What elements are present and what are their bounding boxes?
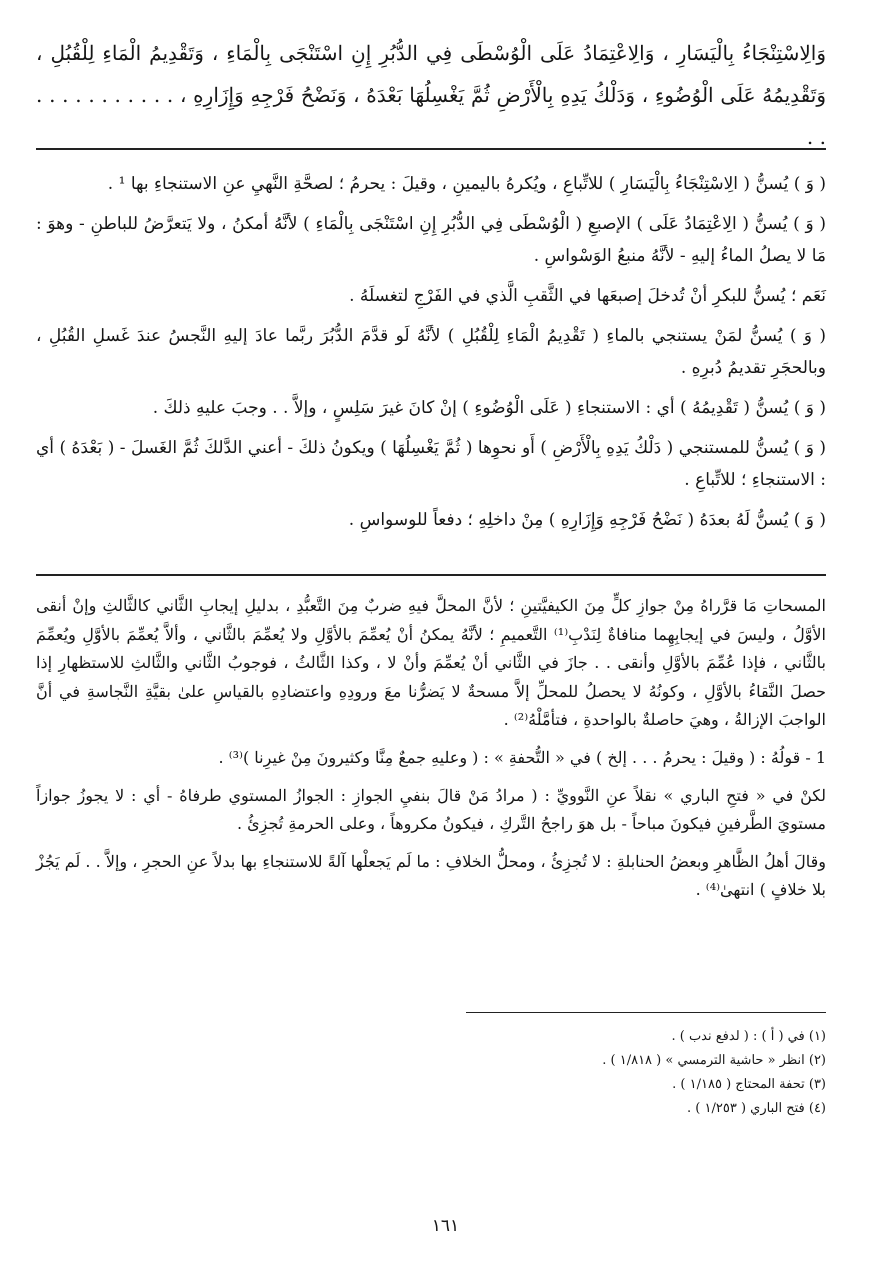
footnote-item: (٣) تحفة المحتاج ( ١/١٨٥ ) . <box>672 1077 826 1092</box>
hashiya-paragraph: المسحاتِ مَا قرَّراهُ مِنْ جوازِ كلٍّ مِنَ الكيفيَّتينِ ؛ لأنَّ المحلَّ فيهِ ضربٌ مِنَ التَّعبُّدِ ، بدليلِ إيجابِ الثَّاني كالثَّالثِ وإنْ أنقى الأوَّلُ ، وليسَ في إيجابِهِما منافاةٌ لِنَدْبِ⁽¹⁾ التَّعميمِ ؛ لأنَّهُ يمكنُ أنْ يُعمِّمَ بالأوَّلِ ولا يُعمِّمَ بالثَّاني ، وألاَّ يُعمِّمَ بالأوَّلِ ويُعمِّمَ بالثَّاني ، فإذا عُمِّمَ بالأوَّلِ وأنقى . . جازَ في الثَّاني أنْ يُعمِّمَ وأنْ لا ، وكذا الثَّالثُ ، فوجوبُ الثَّاني والثَّالثِ للاستظهارِ إذا حصلَ النَّقاءُ بالأوَّلِ ، وكونُهُ لا يحصلُ للمحلِّ إلاَّ مسحةٌ لا يَضرُّنا معَ ورودِهِ واعتضادِهِ بالقياسِ علىٰ بقيَّةِ النَّجاسةِ في أنَّ الواجبَ الإزالةُ ، وهيَ حاصلةٌ بالواحدةِ ، فتأمَّلْهُ⁽²⁾ . <box>36 596 827 730</box>
footnote-item: (١) في ( أ ) : ( لدفع ندب ) . <box>671 1029 826 1044</box>
footnote-item: (٤) فتح الباري ( ١/٢٥٣ ) . <box>687 1101 826 1116</box>
sharh-paragraph: ( وَ ) يُسنُّ لمَنْ يستنجي بالماءِ ( تَقْدِيمُ الْمَاءِ لِلْقُبُلِ ) لأنَّهُ لَو قدَّمَ الدُّبُرَ ربَّما عادَ إليهِ النَّجسُ عندَ غَسلِ القُبُلِ ، وبالحجَرِ تقديمُ دُبرِهِ . <box>36 326 826 378</box>
sharh-paragraph: ( وَ ) يُسنُّ ( الِاعْتِمَادُ عَلَى ) الإصبعِ ( الْوُسْطَى فِي الدُّبُرِ إِنِ اسْتَنْجَى بِالْمَاءِ ) لأنَّهُ أمكنُ ، ولا يَتعرَّضُ للباطنِ - وهوَ : مَا لا يصلُ الماءُ إليهِ - لأنَّهُ منبعُ الوَسْواسِ . <box>36 214 826 266</box>
sharh-paragraph: نَعَم ؛ يُسنُّ للبكرِ أنْ تُدخلَ إصبعَها في الثَّقبِ الَّذي في الفَرْجِ لتغسلَهُ . <box>349 286 826 306</box>
hashiya-paragraph: لكنْ في « فتحِ الباري » نقلاً عنِ النَّوويِّ : ( مرادُ مَنْ قالَ بنفيِ الجوازِ : الجوازُ المستوي طرفاهُ - أي : لا يجوزُ جوازاً مستويَ الطَّرفينِ فيكونَ مباحاً - بل هوَ راجحُ التَّركِ ، فيكونُ مكروهاً ، وعلى الحرمةِ تُجزِئُ . <box>36 785 826 834</box>
footnotes <box>36 1025 826 1121</box>
sharh-paragraph: ( وَ ) يُسنُّ ( تَقْدِيمُهُ ) أي : الاستنجاءِ ( عَلَى الْوُضُوءِ ) إنْ كانَ غيرَ سَلِسٍ ، وإلاَّ . . وجبَ عليهِ ذلكَ . <box>152 398 826 418</box>
footnote-item: (٢) انظر « حاشية الترمسي » ( ١/٨١٨ ) . <box>602 1053 826 1068</box>
sharh-text <box>36 168 826 566</box>
matn-text <box>36 32 826 149</box>
matn-paragraph: وَالِاسْتِنْجَاءُ بِالْيَسَارِ ، وَالِاعْتِمَادُ عَلَى الْوُسْطَى فِي الدُّبُرِ إِنِ اسْتَنْجَى بِالْمَاءِ ، وَتَقْدِيمُ الْمَاءِ لِلْقُبُلِ ، وَتَقْدِيمُهُ عَلَى الْوُضُوءِ ، وَدَلْكُ يَدِهِ بِالْأَرْضِ ثُمَّ يَغْسِلُهَا بَعْدَهُ ، وَنَضْحُ فَرْجِهِ وَإِزَارِهِ ، . . . . . . . . . . . . . <box>36 41 826 149</box>
page-number: ١٦١ <box>431 1216 460 1236</box>
hashiya-text <box>36 592 826 1012</box>
footnote-divider <box>466 1012 826 1013</box>
matn-divider <box>36 148 826 150</box>
page <box>36 32 826 1262</box>
sharh-divider <box>36 574 826 576</box>
hashiya-paragraph: 1 - قولُهُ : ( وقيلَ : يحرمُ . . . إلخ ) في « التُّحفةِ » : ( وعليهِ جمعٌ مِنَّا وكثيرونَ مِنْ غيرِنا )⁽³⁾ . <box>218 747 826 767</box>
sharh-paragraph: ( وَ ) يُسنُّ ( الِاسْتِنْجَاءُ بِالْيَسَارِ ) للاتِّباعِ ، ويُكرهُ باليمينِ ، وقيلَ : يحرمُ ؛ لصحَّةِ النَّهيِ عنِ الاستنجاءِ بها ¹ . <box>107 174 826 194</box>
hashiya-paragraph: وقالَ أهلُ الظَّاهرِ وبعضُ الحنابلةِ : لا تُجزِئُ ، ومحلُّ الخلافِ : ما لَم يَجعلْها آلةً للاستنجاءِ بها بدلاً عنِ الحجرِ ، وإلاَّ . . لَم يَجُزْ بلا خلافٍ ) انتهىٰ⁽⁴⁾ . <box>36 851 826 900</box>
sharh-paragraph: ( وَ ) يُسنُّ للمستنجي ( دَلْكُ يَدِهِ بِالْأَرْضِ ) أَو نحوِها ( ثُمَّ يَغْسِلُهَا ) ويكونُ ذلكَ - أعني الدَّلكَ ثُمَّ الغَسلَ - ( بَعْدَهُ ) أي : الاستنجاءِ ؛ للاتِّباعِ . <box>36 438 826 490</box>
sharh-paragraph: ( وَ ) يُسنُّ لَهُ بعدَهُ ( نَضْحُ فَرْجِهِ وَإِزَارِهِ ) مِنْ داخلِهِ ؛ دفعاً للوسواسِ . <box>348 510 826 530</box>
